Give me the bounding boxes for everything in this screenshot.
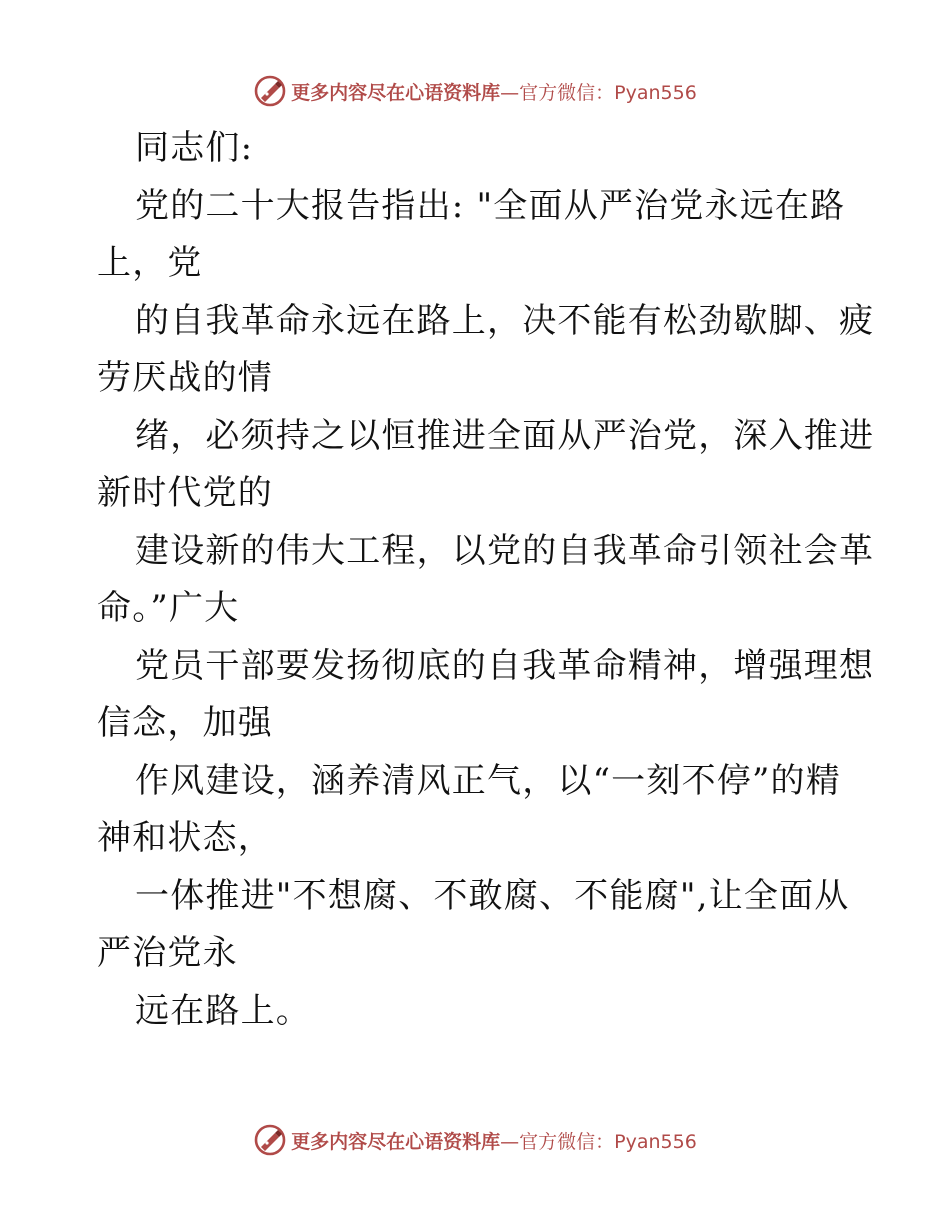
text-line: 作风建设，涵养清风正气，以“一刻不停”的精 [135,760,841,801]
text-line: 劳厌战的情 [97,358,273,398]
text-line: 远在路上。 [135,990,311,1031]
text-line: 党员干部要发扬彻底的自我革命精神，增强理想 [135,645,875,686]
text-line: 神和状态， [97,818,273,858]
text-line: 严治党永 [97,933,238,973]
watermark-dash: — [500,1130,520,1153]
watermark-dash: — [500,81,520,104]
watermark-wechat: 官方微信：Pyan556 [519,1130,697,1153]
text-line: 绪，必须持之以恒推进全面从严治党，深入推进 [135,415,875,456]
footer-watermark [0,1120,950,1160]
pen-logo-icon [253,74,287,108]
text-line: 一体推进"不想腐、不敢腐、不能腐",让全面从 [135,875,850,916]
text-line: 同志们: [135,128,254,168]
text-line: 命。”广大 [97,588,240,628]
watermark-text [291,78,697,105]
pen-logo-icon [253,1123,287,1157]
text-line: 上，党 [97,243,203,283]
text-line: 党的二十大报告指出: "全面从严治党永远在路 [135,185,846,226]
watermark-wechat: 官方微信：Pyan556 [519,81,697,104]
header-watermark [0,71,950,111]
text-line: 建设新的伟大工程，以党的自我革命引领社会革 [135,530,875,571]
watermark-site: 更多内容尽在心语资料库 [291,1130,501,1153]
text-line: 信念，加强 [97,703,273,743]
watermark-site: 更多内容尽在心语资料库 [291,81,501,104]
document-body [97,120,875,1040]
text-line: 新时代党的 [97,473,273,513]
watermark-text [291,1127,697,1154]
text-line: 的自我革命永远在路上，决不能有松劲歇脚、疲 [135,300,875,341]
